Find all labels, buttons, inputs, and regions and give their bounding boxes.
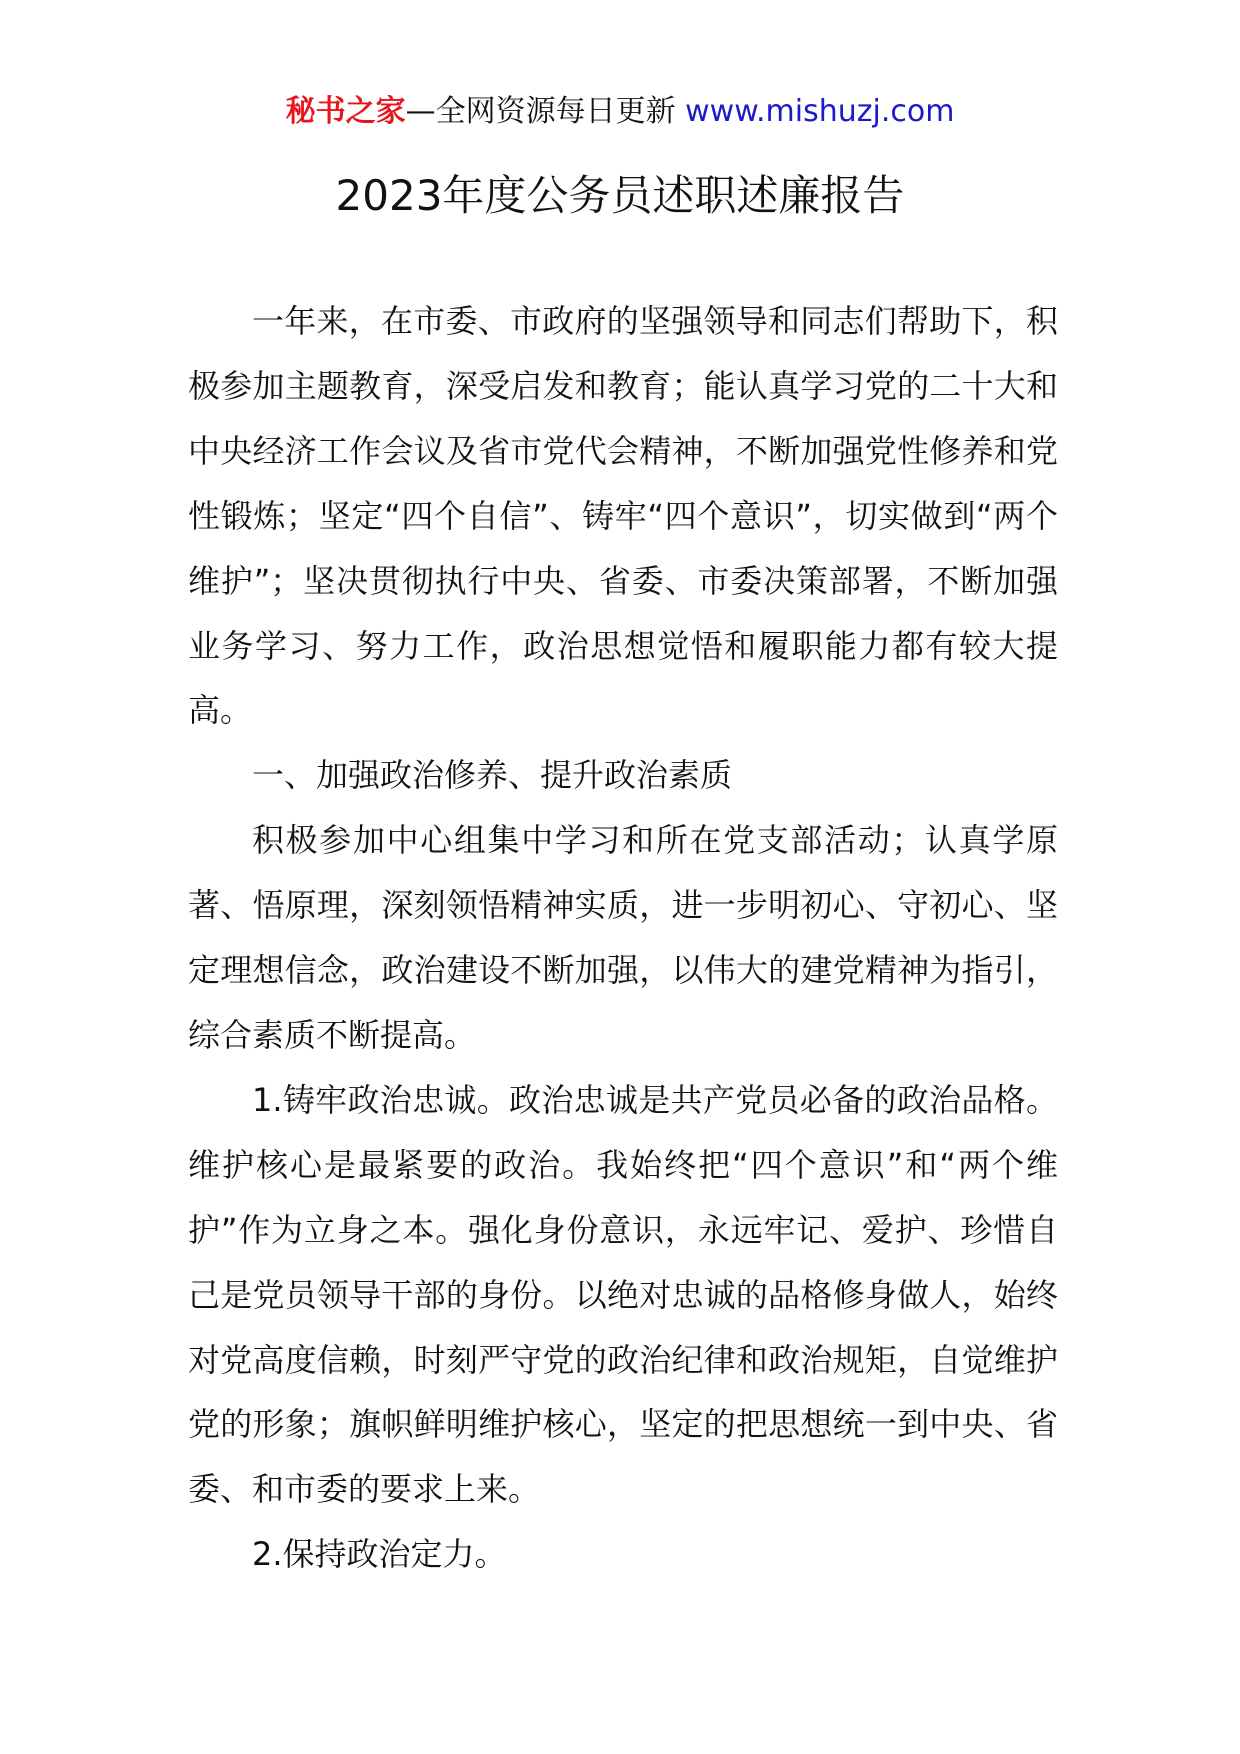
document-title: 2023年度公务员述职述廉报告 [335, 171, 905, 220]
document-body [188, 289, 1058, 1587]
item-paragraph-2: 2.保持政治定力。 [252, 1535, 507, 1574]
section-paragraph: 积极参加中心组集中学习和所在党支部活动；认真学原著、悟原理，深刻领悟精神实质，进一步明初心、守初心、坚定理想信念，政治建设不断加强，以伟大的建党精神为指引，综合素质不断提高。 [188, 821, 1058, 1054]
intro-paragraph: 一年来，在市委、市政府的坚强领导和同志们帮助下，积极参加主题教育，深受启发和教育；能认真学习党的二十大和中央经济工作会议及省市党代会精神，不断加强党性修养和党性锻炼；坚定“四个自信”、铸牢“四个意识”，切实做到“两个维护”；坚决贯彻执行中央、省委、市委决策部署，不断加强业务学习、努力工作，政治思想觉悟和履职能力都有较大提高。 [188, 302, 1058, 730]
site-url-link[interactable]: www.mishuzj.com [685, 94, 955, 129]
section-heading: 一、加强政治修养、提升政治素质 [252, 756, 733, 795]
site-header [0, 92, 1240, 132]
site-slogan: —全网资源每日更新 [405, 94, 676, 129]
brand-name: 秘书之家 [285, 94, 406, 129]
item-paragraph-1: 1.铸牢政治忠诚。政治忠诚是共产党员必备的政治品格。维护核心是最紧要的政治。我始终把“四个意识”和“两个维护”作为立身之本。强化身份意识，永远牢记、爱护、珍惜自己是党员领导干部的身份。以绝对忠诚的品格修身做人，始终对党高度信赖，时刻严守党的政治纪律和政治规矩，自觉维护党的形象；旗帜鲜明维护核心，坚定的把思想统一到中央、省委、和市委的要求上来。 [188, 1080, 1058, 1509]
